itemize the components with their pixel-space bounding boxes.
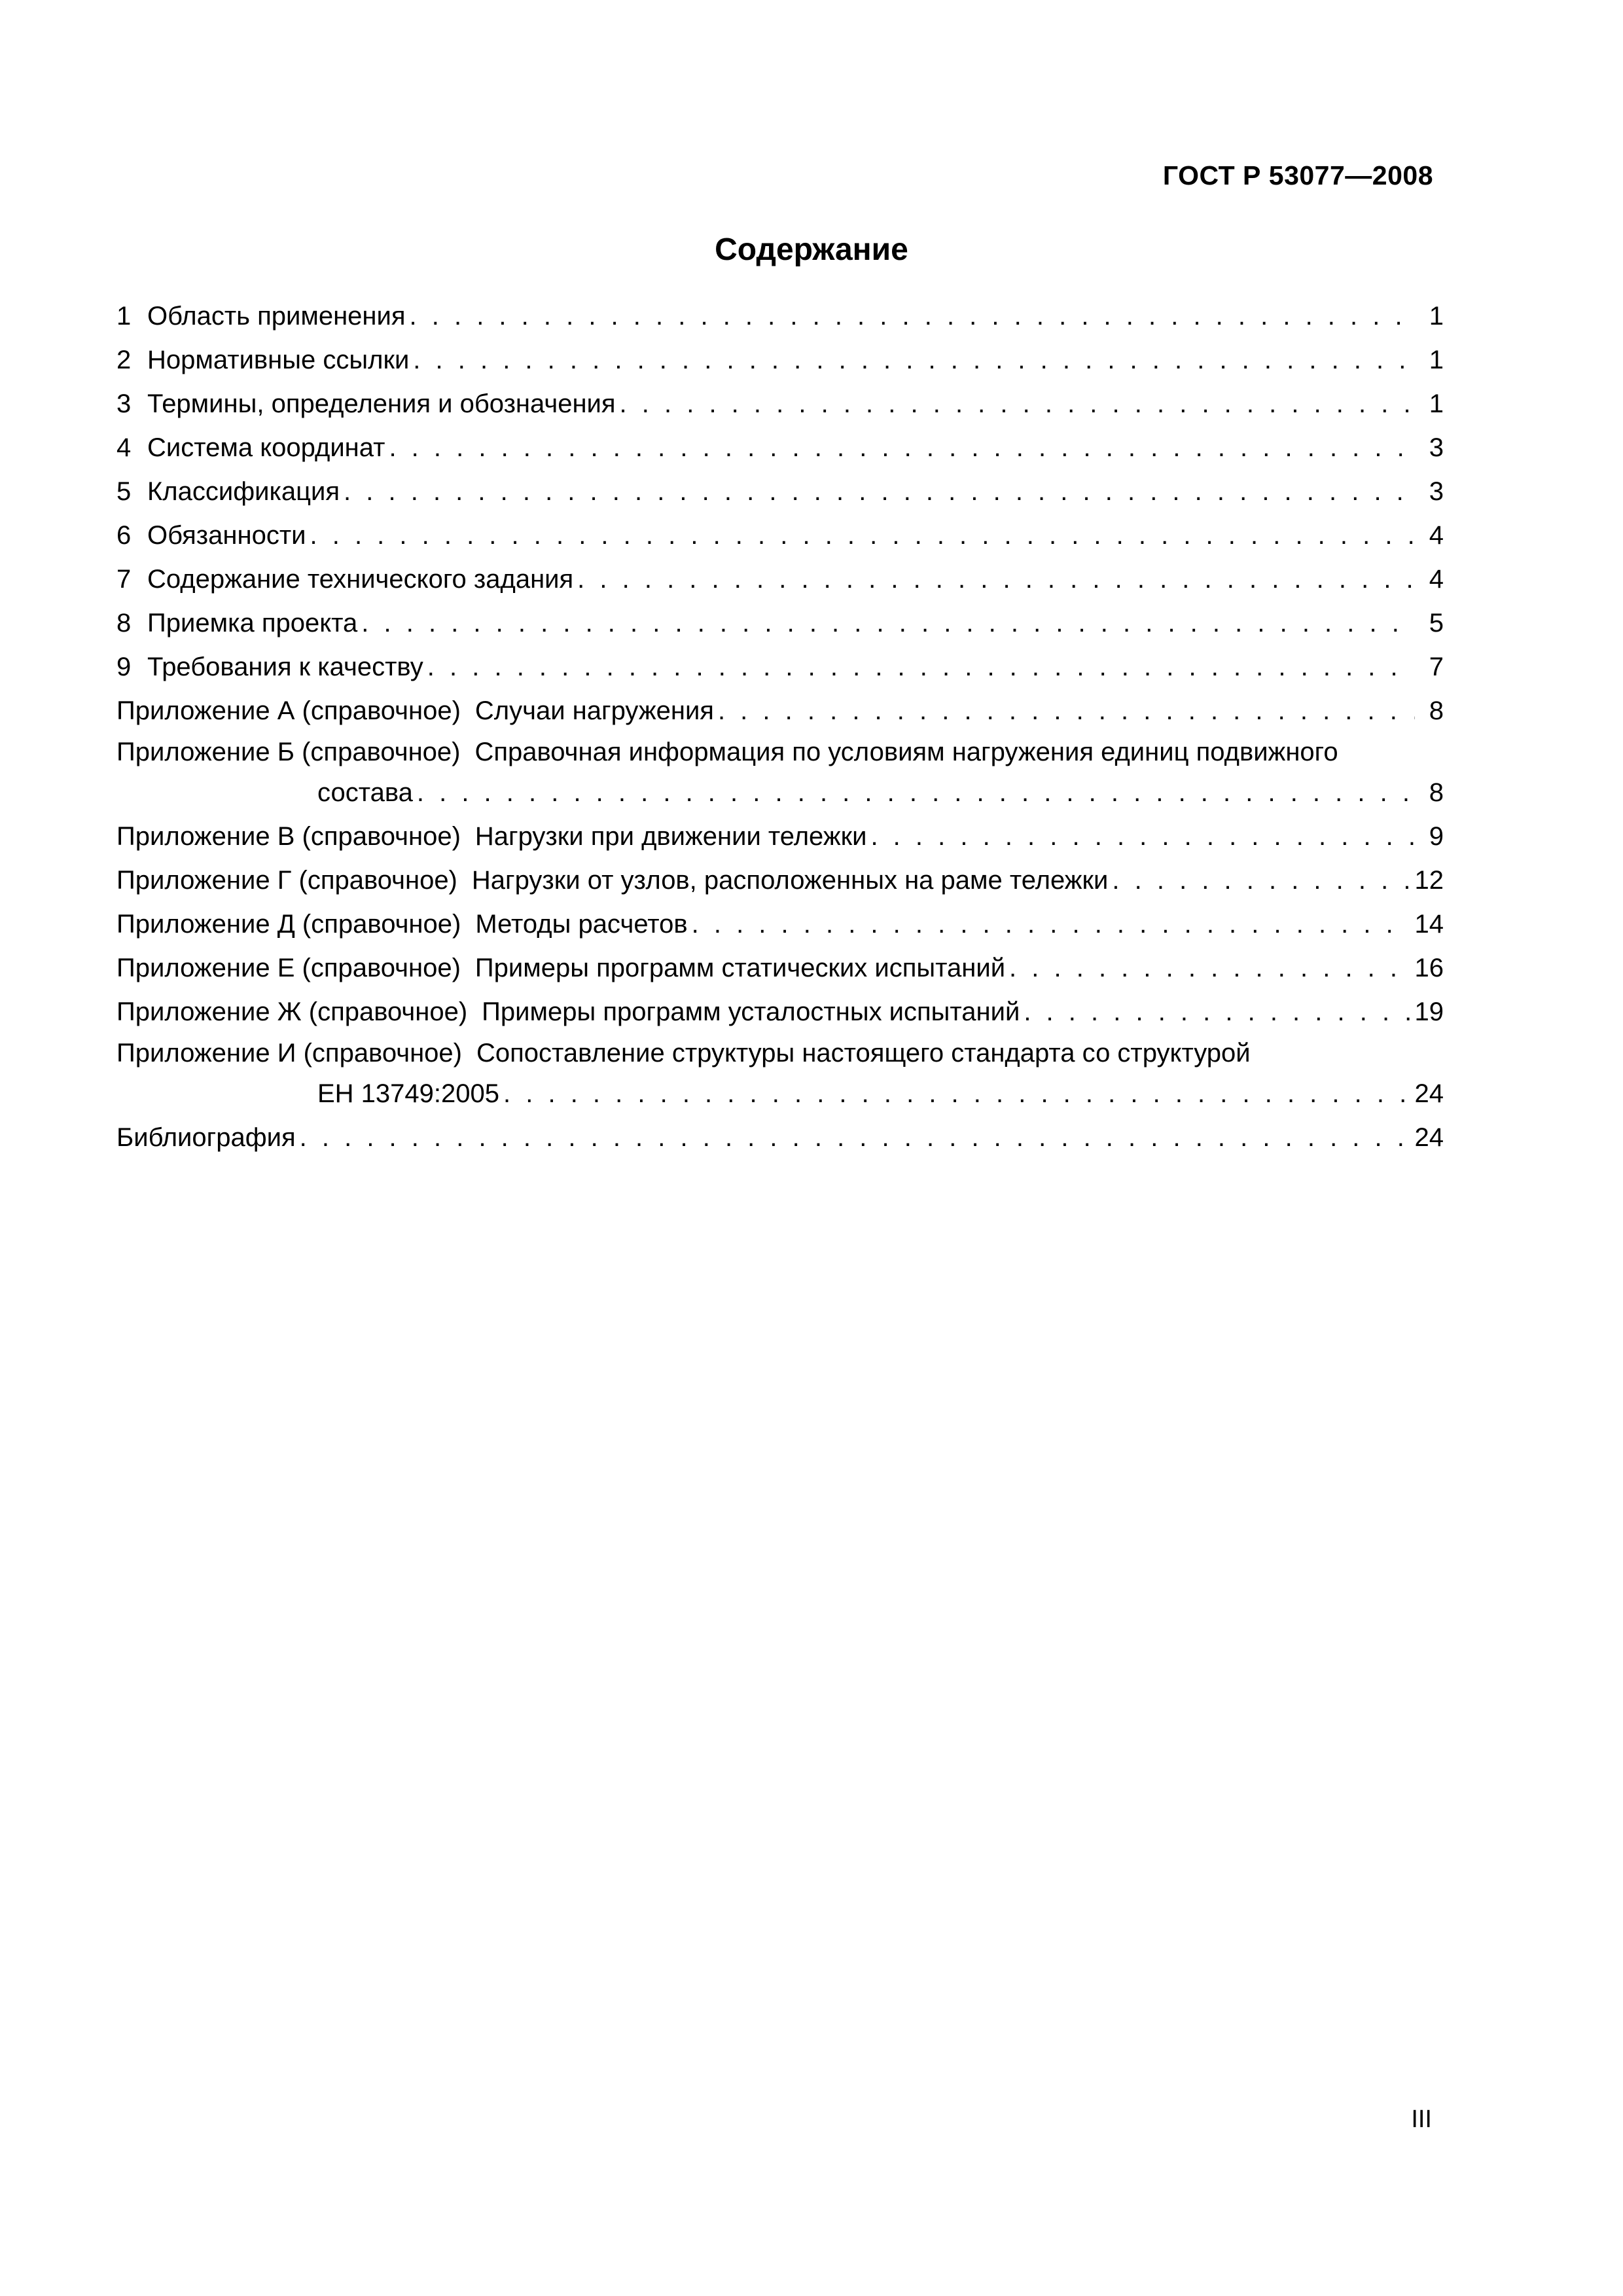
toc-leader-dots (423, 645, 1415, 689)
toc-annex-title-continuation: состава (317, 771, 413, 815)
toc-annex-i[interactable] (116, 1034, 1444, 1116)
toc-entry-7[interactable] (116, 558, 1444, 601)
toc-leader-dots (688, 903, 1410, 946)
toc-entry-title: Требования к качеству (147, 653, 423, 681)
toc-entry-number: 2 (116, 346, 132, 374)
toc-entry-page: 24 (1414, 1123, 1444, 1152)
toc-entry-number: 8 (116, 609, 132, 637)
toc-annex-label: Приложение Д (справочное) (116, 910, 461, 939)
toc-entry-1[interactable] (116, 295, 1444, 338)
toc-entry-page: 12 (1414, 866, 1444, 895)
toc-annex-title-continuation: ЕН 13749:2005 (317, 1072, 499, 1116)
toc-leader-dots (866, 815, 1415, 859)
toc-entry-3[interactable] (116, 382, 1444, 426)
toc-leader-dots (340, 470, 1415, 514)
toc-entry-title: Система координат (147, 433, 385, 462)
toc-entry-page: 1 (1429, 302, 1444, 331)
toc-entry-2[interactable] (116, 338, 1444, 382)
toc-entry-number: 7 (116, 565, 132, 594)
toc-entry-title: Нормативные ссылки (147, 346, 410, 374)
toc-entry-page: 3 (1429, 433, 1444, 462)
toc-annex-label: Приложение Г (справочное) (116, 866, 457, 895)
toc-entry-number: 9 (116, 653, 132, 681)
toc-entry-page: 14 (1414, 910, 1444, 939)
toc-annex-g[interactable] (116, 859, 1444, 903)
toc-leader-dots (714, 689, 1415, 733)
toc-leader-dots (406, 295, 1415, 338)
toc-leader-dots (357, 601, 1415, 645)
toc-leader-dots (616, 382, 1415, 426)
toc-annex-e[interactable] (116, 946, 1444, 990)
toc-annex-title: Случаи нагружения (474, 696, 714, 725)
toc-leader-dots (499, 1072, 1409, 1116)
toc-annex-label: Приложение Б (справочное) (116, 738, 461, 766)
toc-annex-title: Примеры программ усталостных испытаний (482, 997, 1020, 1026)
toc-title: Содержание (715, 232, 908, 267)
toc-entry-page: 24 (1414, 1079, 1444, 1108)
toc-leader-dots (573, 558, 1415, 601)
toc-entry-6[interactable] (116, 514, 1444, 558)
toc-entry-page: 7 (1429, 653, 1444, 681)
toc-leader-dots (413, 771, 1415, 815)
toc-annex-label: Приложение А (справочное) (116, 696, 461, 725)
toc-entry-number: 3 (116, 389, 132, 418)
toc-entry-page: 5 (1429, 609, 1444, 637)
toc-annex-title: Справочная информация по условиям нагружения единиц подвижного (474, 738, 1338, 766)
toc-entry-page: 9 (1429, 822, 1444, 851)
toc-bibliography[interactable] (116, 1116, 1444, 1160)
page-number: III (1411, 2106, 1432, 2133)
toc-annex-d[interactable] (116, 903, 1444, 946)
toc-entry-page: 3 (1429, 477, 1444, 506)
toc-leader-dots (1020, 990, 1409, 1034)
toc-entry-title: Классификация (147, 477, 340, 506)
toc-annex-v[interactable] (116, 815, 1444, 859)
toc-entry-page: 4 (1429, 565, 1444, 594)
toc-entry-page: 4 (1429, 521, 1444, 550)
toc-entry-9[interactable] (116, 645, 1444, 689)
toc-entry-5[interactable] (116, 470, 1444, 514)
toc-entry-page: 1 (1429, 389, 1444, 418)
toc-annex-label: Приложение Ж (справочное) (116, 997, 468, 1026)
toc-entry-8[interactable] (116, 601, 1444, 645)
document-code: ГОСТ Р 53077—2008 (1162, 160, 1433, 190)
toc-entry-page: 8 (1429, 778, 1444, 807)
toc-leader-dots (385, 426, 1415, 470)
toc-entry-4[interactable] (116, 426, 1444, 470)
toc-entry-page: 1 (1429, 346, 1444, 374)
toc-annex-label: Приложение В (справочное) (116, 822, 461, 851)
toc-entry-page: 19 (1414, 997, 1444, 1026)
toc-entry-page: 8 (1429, 696, 1444, 725)
toc-entry-title: Содержание технического задания (147, 565, 574, 594)
toc-entry-page: 16 (1414, 954, 1444, 982)
toc-entry-title: Область применения (147, 302, 406, 331)
toc-annex-title: Нагрузки при движении тележки (474, 822, 867, 851)
toc-entry-title: Термины, определения и обозначения (147, 389, 616, 418)
toc-entry-title: Обязанности (147, 521, 306, 550)
toc-leader-dots (1108, 859, 1409, 903)
toc-annex-a[interactable] (116, 689, 1444, 733)
toc-annex-b[interactable] (116, 733, 1444, 815)
toc-annex-title: Методы расчетов (475, 910, 688, 939)
toc-annex-title: Сопоставление структуры настоящего стандарта со структурой (476, 1039, 1251, 1067)
toc-annex-label: Приложение Е (справочное) (116, 954, 461, 982)
table-of-contents (116, 295, 1444, 1160)
toc-entry-number: 6 (116, 521, 132, 550)
toc-leader-dots (296, 1116, 1410, 1160)
toc-entry-title: Приемка проекта (147, 609, 358, 637)
toc-annex-title: Примеры программ статических испытаний (474, 954, 1006, 982)
toc-leader-dots (1005, 946, 1409, 990)
toc-entry-number: 1 (116, 302, 132, 331)
toc-entry-number: 5 (116, 477, 132, 506)
toc-bibliography-title: Библиография (116, 1116, 296, 1160)
toc-annex-label: Приложение И (справочное) (116, 1039, 462, 1067)
toc-annex-title: Нагрузки от узлов, расположенных на раме тележки (471, 866, 1109, 895)
toc-leader-dots (409, 338, 1415, 382)
toc-entry-number: 4 (116, 433, 132, 462)
toc-leader-dots (306, 514, 1415, 558)
toc-annex-zh[interactable] (116, 990, 1444, 1034)
